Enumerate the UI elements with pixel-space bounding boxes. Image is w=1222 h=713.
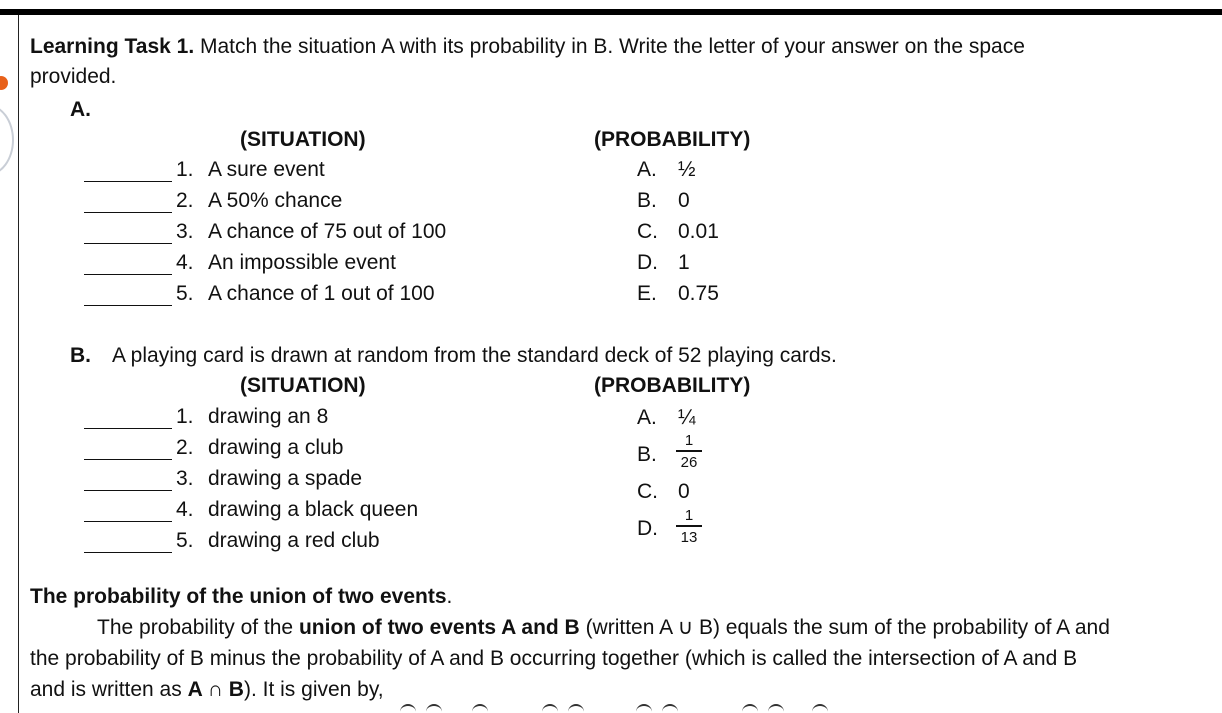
part-b-item-text: drawing a spade — [208, 467, 363, 490]
cutoff-formula-line — [392, 704, 842, 713]
part-a-item-number: 5. — [176, 282, 194, 305]
part-b-item-text: drawing an 8 — [208, 405, 329, 428]
union-paragraph-line2: the probability of B minus the probability of A and B occurring together (which is called the intersection of A and B — [30, 647, 1078, 670]
fraction-numerator: 1 — [684, 432, 694, 449]
part-a-choice-letter: A. — [637, 158, 657, 181]
part-b-choice-value: 0 — [678, 480, 690, 503]
part-a-choice-value: ½ — [678, 158, 696, 181]
part-b-choice-letter: B. — [637, 443, 657, 466]
answer-blank[interactable] — [84, 274, 172, 275]
part-b-item-text: drawing a club — [208, 436, 344, 459]
part-a-situation-header: (SITUATION) — [240, 128, 366, 151]
fraction-numerator: 1 — [684, 507, 694, 524]
union-paragraph-line1: The probability of the union of two events A and B (written A ∪ B) equals the sum of the probability of A and — [97, 616, 1110, 639]
union-heading: The probability of the union of two events. — [30, 585, 453, 608]
fraction-denominator: 13 — [680, 528, 698, 546]
part-a-probability-header: (PROBABILITY) — [594, 128, 751, 151]
part-b-choice-letter: D. — [637, 517, 658, 540]
part-b-situation-header: (SITUATION) — [240, 374, 366, 397]
part-b-item-text: drawing a black queen — [208, 498, 419, 521]
part-a-item-text: An impossible event — [208, 251, 396, 274]
answer-blank[interactable] — [84, 428, 172, 429]
part-a-item-text: A 50% chance — [208, 189, 343, 212]
fraction-one-twenty-sixth — [674, 432, 704, 471]
part-a-item-text: A chance of 1 out of 100 — [208, 282, 435, 305]
part-a-choice-letter: E. — [637, 282, 657, 305]
task-title: Learning Task 1. — [30, 35, 195, 58]
fraction-one-thirteenth — [674, 507, 704, 546]
part-a-item-text: A sure event — [208, 158, 325, 181]
part-b-probability-header: (PROBABILITY) — [594, 374, 751, 397]
part-a-choice-letter: C. — [637, 220, 658, 243]
fraction-bar — [676, 525, 702, 527]
part-b-prompt: A playing card is drawn at random from the standard deck of 52 playing cards. — [112, 344, 837, 367]
part-b-item-text: drawing a red club — [208, 529, 380, 552]
top-border — [0, 9, 1222, 15]
part-a-item-text: A chance of 75 out of 100 — [208, 220, 447, 243]
part-b-item-number: 4. — [176, 498, 194, 521]
part-b-item-number: 3. — [176, 467, 194, 490]
part-a-choice-letter: B. — [637, 189, 657, 212]
part-a-choice-value: 0 — [678, 189, 690, 212]
part-b-choice-letter: C. — [637, 480, 658, 503]
part-b-item-number: 2. — [176, 436, 194, 459]
part-a-item-number: 2. — [176, 189, 194, 212]
fraction-bar — [676, 450, 702, 452]
answer-blank[interactable] — [84, 212, 172, 213]
part-b-choice-value: ¼ — [678, 406, 696, 429]
page-edge-shadow — [0, 104, 14, 176]
task-instructions-line1: Learning Task 1. Match the situation A with its probability in B. Write the letter of your answer on the space — [30, 35, 1025, 58]
part-a-choice-value: 1 — [678, 251, 690, 274]
union-paragraph-line3: and is written as A ∩ B). It is given by, — [30, 678, 384, 701]
fraction-denominator: 26 — [680, 453, 698, 471]
left-margin-rule — [18, 15, 19, 713]
scroll-marker-icon[interactable] — [0, 76, 8, 90]
answer-blank[interactable] — [84, 181, 172, 182]
answer-blank[interactable] — [84, 521, 172, 522]
part-a-choice-value: 0.01 — [678, 220, 719, 243]
part-a-item-number: 1. — [176, 158, 194, 181]
part-a-choice-letter: D. — [637, 251, 658, 274]
part-a-item-number: 4. — [176, 251, 194, 274]
part-b-item-number: 5. — [176, 529, 194, 552]
answer-blank[interactable] — [84, 243, 172, 244]
part-b-item-number: 1. — [176, 405, 194, 428]
part-a-choice-value: 0.75 — [678, 282, 719, 305]
answer-blank[interactable] — [84, 305, 172, 306]
answer-blank[interactable] — [84, 459, 172, 460]
part-b-choice-letter: A. — [637, 406, 657, 429]
answer-blank[interactable] — [84, 490, 172, 491]
answer-blank[interactable] — [84, 552, 172, 553]
part-a-item-number: 3. — [176, 220, 194, 243]
part-a-label: A. — [70, 98, 91, 121]
part-b-label: B. — [70, 344, 91, 367]
task-instructions-line2: provided. — [30, 65, 117, 88]
